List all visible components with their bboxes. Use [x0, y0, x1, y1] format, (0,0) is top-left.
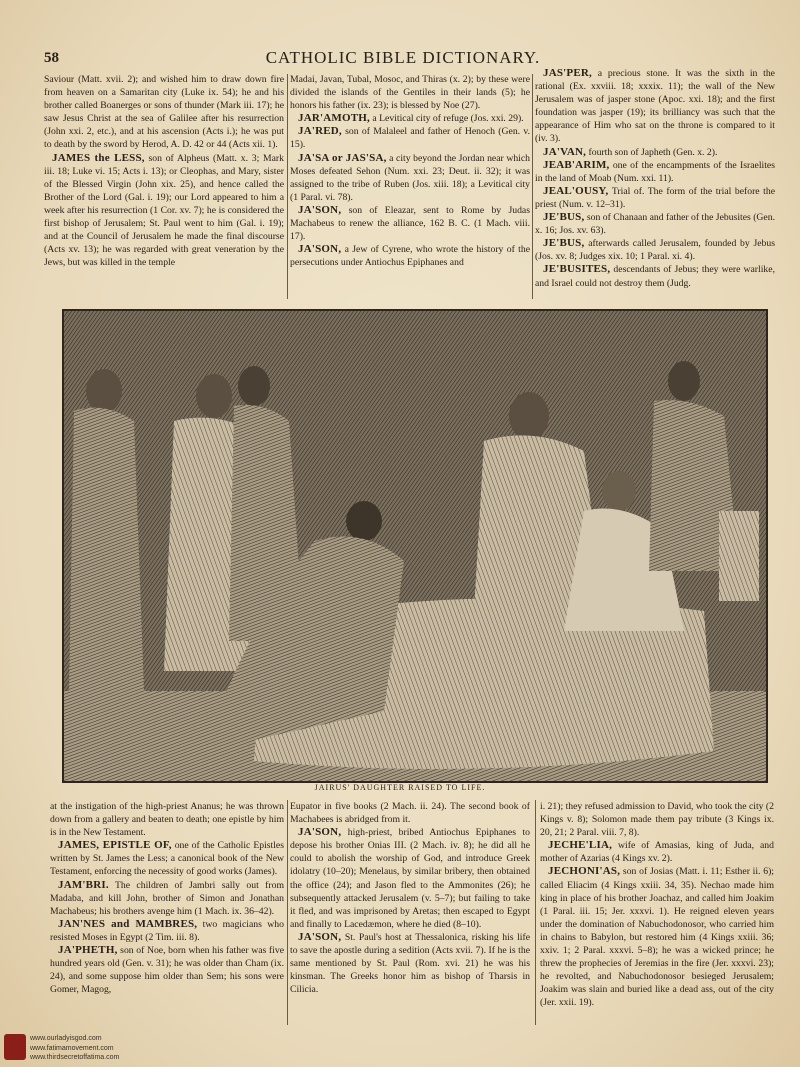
- column-bottom-left: [50, 800, 284, 996]
- dictionary-entry: [535, 67, 775, 146]
- entry-text: son of Josias (Matt. i. 11; Esther ii. 6); called Eliacim (4 Kings xxiii. 34, 35). Nechao made him king in place of his brother Joachaz, and called him Joakim (1 Paral. iii. 15; Jer. xxxvi. 1). He reigned eleven years under the domination of Nabuchodonosor, who carried him in chains to Babylon, but restored him (4 Kings xxiii. 36; xxiv. 1; 2 Paral. xxxvi. 5–8); he was a wicked prince; he threw the prophecies of Jeremias in the fire (Jer. xxxvi. 23); he revolted, and Nabuchodonosor besieged Jerusalem; Joakim was slain and buried like a dead ass, out of the city (Jer. xxii. 19).: [540, 866, 774, 1009]
- dictionary-entry: [540, 865, 774, 1009]
- entry-text: afterwards called Jerusalem, founded by Jebus (Jos. xv. 8; Judges xix. 10; 1 Paral. xi. 4).: [535, 238, 775, 263]
- footer-link[interactable]: www.ourladyisgod.com: [30, 1035, 102, 1042]
- entry-text: one of the encampments of the Israelites in the land of Moab (Num. xxi. 11).: [535, 159, 775, 184]
- dictionary-entry: [290, 73, 530, 112]
- dictionary-entry: [290, 204, 530, 243]
- entry-text: a Levitical city of refuge (Jos. xxi. 29).: [369, 113, 524, 125]
- entry-text: Saviour (Matt. xvii. 2); and wished him to draw down fire from heaven on a Samaritan city (Luke ix. 54); he and his brother called Boanerges or sons of thunder (Mark iii. 17); he saw Jesus Christ at the sea of Galilee after his resurrection (John xxi. 2, etc.), and at his ascension (Acts i.); he was put to death by the sword by Herod, A. D. 42 or 44 (Acts xii. 1).: [44, 74, 284, 151]
- dictionary-entry: [290, 931, 530, 996]
- entry-headword: JA'PHETH,: [58, 944, 118, 957]
- entry-headword: JA'SON,: [298, 203, 342, 216]
- entry-headword: JAMES the LESS,: [52, 151, 145, 164]
- mourner-figure: [69, 408, 144, 691]
- entry-text: son of Eleazar, sent to Rome by Judas Machabeus to renew the alliance, 162 B. C. (1 Mach. viii. 17).: [290, 204, 530, 243]
- dictionary-entry: [44, 152, 284, 270]
- mourner-head: [238, 366, 270, 406]
- dictionary-entry: [540, 800, 774, 839]
- entry-text: i. 21); they refused admission to David, who took the city (2 Kings v. 8); Solomon made them pay tribute (3 Kings ix. 20, 21; 2 Paral. viii. 7, 8).: [540, 801, 774, 839]
- entry-headword: JECHONI'AS,: [548, 865, 621, 878]
- column-divider: [287, 74, 288, 299]
- entry-headword: JAN'NES and MAMBRES,: [58, 917, 198, 930]
- dictionary-entry: [50, 839, 284, 878]
- footer-link[interactable]: www.fatimamovement.com: [30, 1044, 114, 1052]
- entry-headword: JAMES, EPISTLE OF,: [58, 839, 172, 852]
- dictionary-entry: [50, 879, 284, 918]
- column-bottom-right: [540, 800, 774, 1010]
- column-divider: [287, 800, 288, 1025]
- dictionary-entry: [535, 185, 775, 211]
- dictionary-entry: [290, 800, 530, 826]
- mourner-head: [196, 374, 232, 418]
- daughter-head: [602, 471, 636, 511]
- entry-text: at the instigation of the high-priest Ananus; he was thrown down from a gallery and beaten to death; one epistle by him is in the New Testament.: [50, 801, 284, 839]
- entry-text: fourth son of Japheth (Gen. x. 2).: [586, 146, 718, 158]
- engraving-illustration: [62, 309, 768, 783]
- dictionary-entry: [50, 800, 284, 839]
- entry-text: St. Paul's host at Thessalonica, risking his life to save the apostle during a sedition (Acts xvii. 7). If he is the same mentioned by St. Paul (Rom. xvi. 21) he was his kinsman. The Greeks honor him as bishop of Tharsis in Cilicia.: [290, 931, 530, 996]
- entry-headword: JE'BUS,: [543, 211, 585, 224]
- entry-headword: JEAL'OUSY,: [543, 184, 609, 197]
- entry-text: a Jew of Cyrene, who wrote the history of the persecutions under Antiochus Epiphanes and: [290, 244, 530, 269]
- entry-headword: JA'VAN,: [543, 145, 587, 158]
- dictionary-entry: [290, 152, 530, 204]
- column-top-left: [44, 73, 284, 269]
- entry-headword: JAM'BRI.: [58, 878, 109, 891]
- dictionary-entry: [535, 237, 775, 263]
- entry-text: son of Malaleel and father of Henoch (Gen. v. 15).: [290, 126, 530, 151]
- dictionary-entry: [290, 243, 530, 269]
- entry-text: descendants of Jebus; they were warlike, and Israel could not destroy them (Judg.: [535, 264, 775, 289]
- dictionary-entry: [535, 146, 775, 159]
- entry-text: wife of Amasias, king of Juda, and mother of Azarias (4 Kings xv. 2).: [540, 840, 774, 865]
- entry-text: two magicians who resisted Moses in Egypt (2 Tim. iii. 8).: [50, 918, 284, 943]
- dictionary-entry: [535, 211, 775, 237]
- dictionary-entry: [44, 73, 284, 152]
- crest-icon: [4, 1034, 26, 1060]
- entry-headword: JAS'PER,: [543, 67, 592, 79]
- entry-headword: JA'SON,: [298, 930, 342, 943]
- dictionary-entry: [290, 112, 530, 125]
- mourner-head: [86, 369, 122, 413]
- dictionary-entry: [290, 826, 530, 931]
- entry-headword: JA'SON,: [298, 243, 342, 256]
- entry-text: one of the Catholic Epistles written by St. James the Less; a canonical book of the New Testament, enforcing the necessity of good works (James).: [50, 840, 285, 878]
- column-top-middle: [290, 73, 530, 269]
- dictionary-entry: [535, 263, 775, 289]
- entry-text: Madai, Javan, Tubal, Mosoc, and Thiras (x. 2); by these were divided the islands of the Gentiles in their lands (5); he honors his father (ix. 23); is blessed by Noe (27).: [290, 74, 530, 112]
- apostle-head: [668, 361, 700, 401]
- entry-text: high-priest, bribed Antiochus Epiphanes to depose his brother Onias III. (2 Mach. iv. 8); he did all he could to abolish the worship of God, and introduce Greek idolatry (10–20); Menelaus, by similar bribery, then obtained the office (24); and Jason fled to the Ammonites (26); he subsequently attacked Jerusalem (v. 5–7); but failing to take it fled, and was imprisoned by Aretas; then escaped to Egypt and finally to Lacedæmon, where he died (8–10).: [290, 827, 530, 930]
- engraving-drawing: [64, 311, 766, 781]
- dictionary-entry: [540, 839, 774, 865]
- dictionary-entry: [290, 125, 530, 151]
- entry-text: The children of Jambri sally out from Madaba, and kill John, brother of Simon and Jonathan Machabeus; his brothers avenge him (1 Mach. ix. 36–42).: [50, 879, 284, 917]
- entry-text: son of Noe, born when his father was five hundred years old (Gen. v. 31); he was older than Cham (ix. 24), and some suppose him older than Sem; his sons were Gomer, Magog,: [50, 945, 284, 996]
- dictionary-entry: [50, 944, 284, 996]
- footer-links: [30, 1034, 119, 1063]
- entry-headword: JA'SON,: [298, 826, 342, 839]
- entry-headword: JAR'AMOTH,: [298, 112, 370, 125]
- entry-text: Eupator in five books (2 Mach. ii. 24). The second book of Machabees is abridged from it.: [290, 801, 530, 826]
- running-title: CATHOLIC BIBLE DICTIONARY.: [265, 48, 541, 67]
- entry-headword: JA'SA or JAS'SA,: [298, 151, 387, 164]
- illustration-caption: JAIRUS' DAUGHTER RAISED TO LIFE.: [314, 783, 486, 792]
- entry-text: a city beyond the Jordan near which Moses defeated Sehon (Num. xxi. 23; Deut. ii. 32); it was assigned to the tribe of Ruben (Jos. xiii. 18); a Levitical city (1 Paral. vi. 78).: [290, 152, 530, 203]
- entry-text: a precious stone. It was the sixth in the rational (Ex. xxviii. 18; xxxix. 11); the wall of the New Jerusalem was of jasper stone (Apoc. xxi. 18); and the first foundation was jasper (19); its brilliancy was such that the appearance of Him who sat on the throne is compared to it (iv. 3).: [535, 68, 775, 145]
- entry-headword: JE'BUS,: [543, 237, 585, 250]
- column-divider: [532, 74, 533, 299]
- jesus-head: [509, 392, 549, 440]
- entry-text: son of Chanaan and father of the Jebusites (Gen. x. 16; Jos. xv. 63).: [535, 212, 775, 237]
- mother-head: [346, 501, 382, 541]
- column-top-right: [535, 67, 775, 290]
- entry-headword: JE'BUSITES,: [543, 263, 611, 276]
- column-bottom-middle: [290, 800, 530, 996]
- dictionary-entry: [535, 159, 775, 185]
- page-number: 58: [44, 50, 59, 66]
- entry-headword: JA'RED,: [298, 125, 342, 138]
- footer-link[interactable]: www.thirdsecretoffatima.com: [30, 1054, 120, 1061]
- entry-text: son of Alpheus (Matt. x. 3; Mark iii. 18; Luke vi. 15; Acts i. 13); or Cleophas, and Mary, sister of the Blessed Virgin (John xix. 25), and hence called the Brother of the Lord (Gal. i. 19); our Lord appeared to him a week after his resurrection (1 Cor. xv. 7); he is considered the first bishop of Jerusalem; St. Paul went to him (Gal. i. 19); and at the Council of Jerusalem he made the final discourse (Acts xv. 13); he was regarded with great veneration by the Jews, but was killed in the temple: [44, 152, 285, 269]
- entry-headword: JECHE'LIA,: [548, 839, 613, 852]
- dictionary-entry: [50, 918, 284, 944]
- bed-post: [719, 511, 759, 601]
- entry-text: Trial of. The form of the trial before the priest (Num. v. 12–31).: [535, 185, 775, 210]
- column-divider: [535, 800, 536, 1025]
- entry-headword: JEAB'ARIM,: [543, 158, 610, 171]
